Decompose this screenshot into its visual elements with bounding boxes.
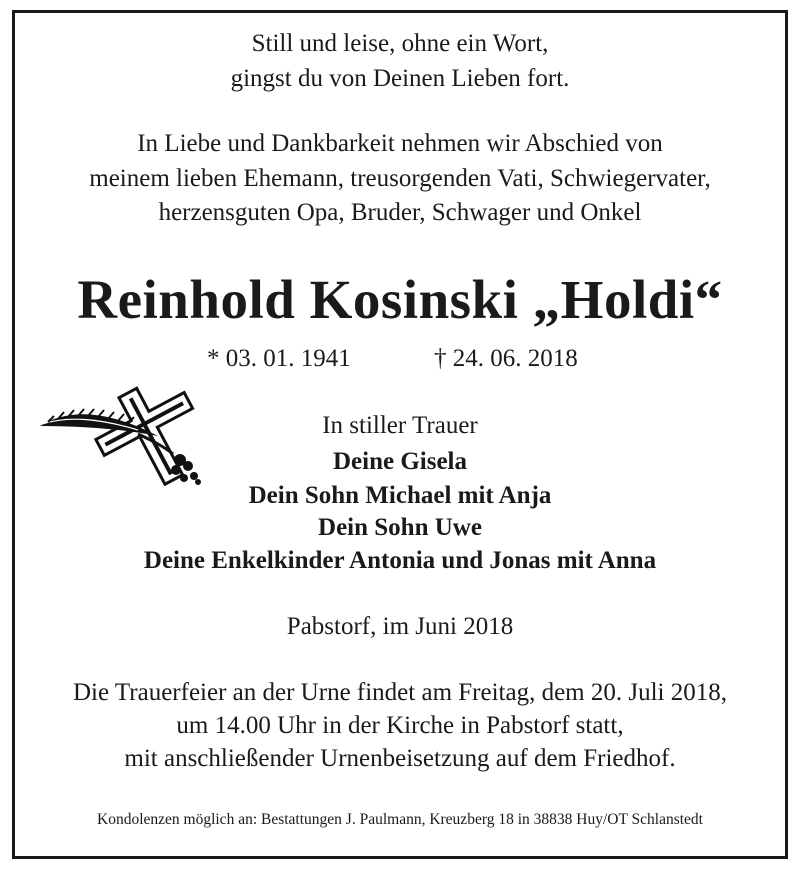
birth-date: * 03. 01. 1941: [207, 345, 351, 372]
mourner-line: Dein Sohn Uwe: [318, 514, 482, 541]
place-date: Pabstorf, im Juni 2018: [286, 613, 514, 640]
verse-line-1: Still und leise, ohne ein Wort,: [251, 30, 549, 57]
mourners-intro: In stiller Trauer: [322, 412, 478, 439]
deceased-name: Reinhold Kosinski „Holdi“: [77, 269, 723, 330]
mourner-line: Dein Sohn Michael mit Anja: [248, 482, 552, 509]
intro-line-3: herzensguten Opa, Bruder, Schwager und Onkel: [158, 199, 642, 226]
condolence-footer: Kondolenzen möglich an: Bestattungen J. Paulmann, Kreuzberg 18 in 38838 Huy/OT Schlanstedt: [97, 811, 703, 828]
mourner-line: Deine Gisela: [332, 448, 467, 475]
intro-line-1: In Liebe und Dankbarkeit nehmen wir Abschied von: [137, 130, 663, 157]
service-line-3: mit anschließender Urnenbeisetzung auf dem Friedhof.: [124, 745, 676, 772]
intro-line-2: meinem lieben Ehemann, treusorgenden Vati, Schwiegervater,: [89, 165, 711, 192]
death-date: † 24. 06. 2018: [434, 345, 578, 372]
service-line-2: um 14.00 Uhr in der Kirche in Pabstorf statt,: [176, 712, 624, 739]
mourner-line: Deine Enkelkinder Antonia und Jonas mit Anna: [143, 547, 657, 574]
service-line-1: Die Trauerfeier an der Urne findet am Freitag, dem 20. Juli 2018,: [73, 679, 727, 706]
verse-line-2: gingst du von Deinen Lieben fort.: [230, 65, 570, 92]
